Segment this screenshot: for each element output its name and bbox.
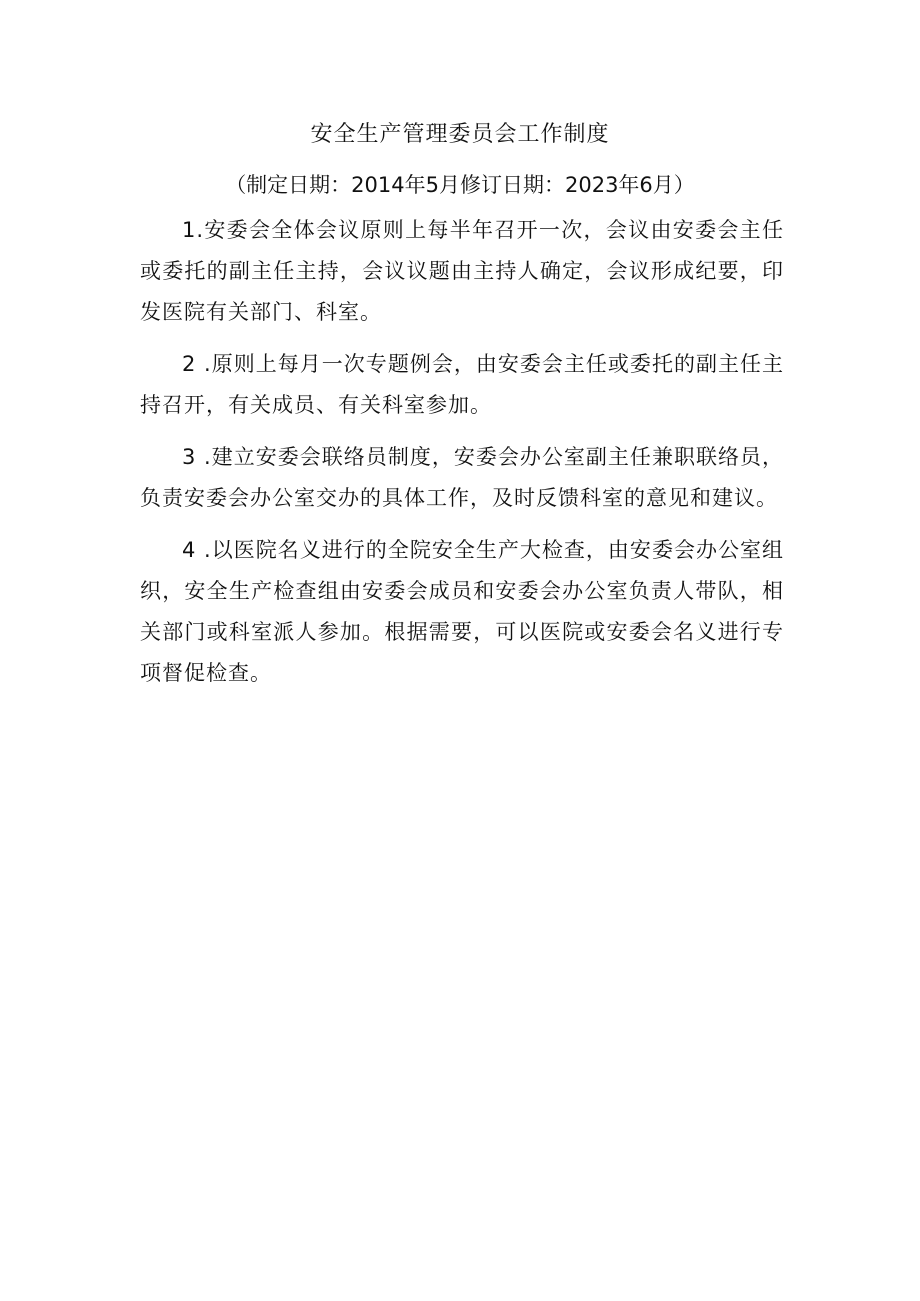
paragraph-2: 2 .原则上每月一次专题例会，由安委会主任或委托的副主任主持召开，有关成员、有关科室参加。 (140, 352, 784, 417)
paragraph-4: 4 .以医院名义进行的全院安全生产大检查，由安委会办公室组织，安全生产检查组由安委会成员和安委会办公室负责人带队，相关部门或科室派人参加。根据需要，可以医院或安委会名义进行专项督促检查。 (140, 538, 784, 685)
document-dates: （制定日期：2014年5月修订日期：2023年6月） (225, 173, 695, 197)
paragraph-3: 3 .建立安委会联络员制度，安委会办公室副主任兼职联络员，负责安委会办公室交办的具体工作，及时反馈科室的意见和建议。 (140, 445, 784, 510)
paragraph-1: 1.安委会全体会议原则上每半年召开一次，会议由安委会主任或委托的副主任主持，会议议题由主持人确定，会议形成纪要，印发医院有关部门、科室。 (140, 218, 784, 324)
document-body (140, 210, 784, 705)
document-title: 安全生产管理委员会工作制度 (310, 122, 610, 147)
